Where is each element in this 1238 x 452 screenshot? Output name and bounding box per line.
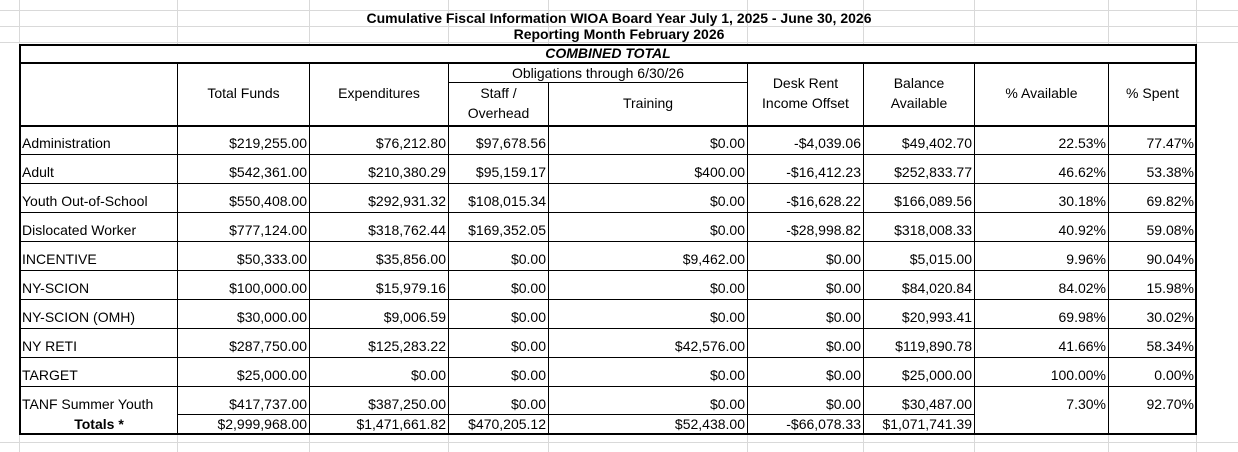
- label-divider: [21, 270, 177, 271]
- row-divider: [177, 328, 1195, 329]
- label-divider: [21, 328, 177, 329]
- totals-total-funds: $2,999,968.00: [217, 416, 307, 432]
- cell-expenditures: $15,979.16: [375, 280, 446, 296]
- report-title: Cumulative Fiscal Information WIOA Board Year July 1, 2025 - June 30, 2026: [366, 10, 872, 26]
- header-balance-line2: Available: [890, 95, 948, 111]
- row-divider: [177, 154, 1195, 155]
- header-obligations: Obligations through 6/30/26: [511, 65, 684, 81]
- cell-training: $9,462.00: [682, 251, 745, 267]
- cell-pct-available: 22.53%: [1058, 135, 1106, 151]
- row-divider: [177, 357, 1195, 358]
- cell-training: $0.00: [709, 135, 745, 151]
- cell-expenditures: $0.00: [410, 367, 446, 383]
- totals-desk-rent: -$66,078.33: [786, 416, 861, 432]
- header-expenditures: Expenditures: [338, 85, 420, 101]
- cell-total-funds: $287,750.00: [229, 338, 307, 354]
- cell-staff-overhead: $0.00: [510, 396, 546, 412]
- row-divider: [177, 386, 1195, 387]
- cell-staff-overhead: $95,159.17: [475, 164, 546, 180]
- cell-staff-overhead: $0.00: [510, 251, 546, 267]
- obligations-divider: [449, 82, 747, 83]
- cell-balance: $252,833.77: [894, 164, 972, 180]
- cell-expenditures: $76,212.80: [375, 135, 446, 151]
- cell-pct-spent: 59.08%: [1146, 222, 1194, 238]
- cell-pct-available: 41.66%: [1058, 338, 1106, 354]
- header-training: Training: [622, 95, 674, 111]
- totals-balance: $1,071,741.39: [882, 416, 972, 432]
- header-desk-rent-line2: Income Offset: [762, 95, 849, 111]
- cell-total-funds: $50,333.00: [236, 251, 307, 267]
- cell-desk-rent: -$28,998.82: [786, 222, 861, 238]
- cell-expenditures: $9,006.59: [383, 309, 446, 325]
- cell-training: $0.00: [709, 193, 745, 209]
- cell-total-funds: $542,361.00: [229, 164, 307, 180]
- cell-balance: $119,890.78: [895, 338, 972, 354]
- cell-training: $400.00: [694, 164, 745, 180]
- cell-total-funds: $550,408.00: [229, 193, 307, 209]
- label-divider: [21, 212, 177, 213]
- header-desk-rent-line1: Desk Rent: [772, 75, 839, 91]
- cell-training: $0.00: [709, 309, 745, 325]
- cell-desk-rent: $0.00: [825, 280, 861, 296]
- cell-pct-spent: 69.82%: [1146, 193, 1194, 209]
- cell-expenditures: $292,931.32: [368, 193, 446, 209]
- cell-balance: $5,015.00: [909, 251, 972, 267]
- cell-pct-available: 9.96%: [1066, 251, 1106, 267]
- cell-desk-rent: -$16,628.22: [786, 193, 861, 209]
- row-label: Adult: [22, 164, 54, 180]
- row-label: Administration: [22, 135, 111, 151]
- cell-total-funds: $219,255.00: [229, 135, 307, 151]
- label-divider: [21, 183, 177, 184]
- cell-desk-rent: -$4,039.06: [794, 135, 861, 151]
- row-divider: [177, 241, 1195, 242]
- cell-pct-spent: 15.98%: [1146, 280, 1194, 296]
- label-divider: [21, 154, 177, 155]
- cell-training: $0.00: [709, 367, 745, 383]
- header-staff-overhead-line1: Staff /: [480, 85, 517, 101]
- row-label: NY-SCION (OMH): [22, 309, 136, 325]
- cell-staff-overhead: $169,352.05: [468, 222, 546, 238]
- cell-total-funds: $777,124.00: [229, 222, 307, 238]
- row-divider: [177, 414, 974, 415]
- cell-total-funds: $30,000.00: [236, 309, 307, 325]
- row-label: INCENTIVE: [22, 251, 97, 267]
- cell-expenditures: $318,762.44: [368, 222, 446, 238]
- cell-pct-available: 40.92%: [1058, 222, 1106, 238]
- label-divider: [21, 241, 177, 242]
- cell-expenditures: $387,250.00: [368, 396, 446, 412]
- label-divider: [21, 357, 177, 358]
- header-divider: [21, 125, 1195, 127]
- cell-desk-rent: -$16,412.23: [786, 164, 861, 180]
- totals-training: $52,438.00: [674, 416, 745, 432]
- cell-desk-rent: $0.00: [825, 367, 861, 383]
- header-balance-line1: Balance: [893, 75, 945, 91]
- cell-balance: $166,089.56: [894, 193, 972, 209]
- report-subtitle: Reporting Month February 2026: [513, 26, 725, 42]
- cell-staff-overhead: $0.00: [510, 338, 546, 354]
- cell-training: $42,576.00: [674, 338, 745, 354]
- cell-expenditures: $125,283.22: [368, 338, 446, 354]
- row-divider: [177, 183, 1195, 184]
- row-label: NY-SCION: [22, 280, 90, 296]
- cell-staff-overhead: $0.00: [510, 280, 546, 296]
- row-divider: [177, 299, 1195, 300]
- cell-desk-rent: $0.00: [825, 396, 861, 412]
- header-pct-spent: % Spent: [1126, 85, 1179, 101]
- header-total-funds: Total Funds: [207, 85, 280, 101]
- cell-training: $0.00: [709, 222, 745, 238]
- cell-pct-available: 7.30%: [1066, 396, 1106, 412]
- cell-staff-overhead: $0.00: [510, 309, 546, 325]
- totals-expenditures: $1,471,661.82: [356, 416, 446, 432]
- cell-pct-spent: 90.04%: [1146, 251, 1194, 267]
- cell-balance: $20,993.41: [901, 309, 972, 325]
- cell-pct-available: 69.98%: [1058, 309, 1106, 325]
- row-divider: [177, 212, 1195, 213]
- cell-total-funds: $417,737.00: [229, 396, 307, 412]
- header-staff-overhead-line2: Overhead: [467, 105, 530, 121]
- cell-total-funds: $25,000.00: [236, 367, 307, 383]
- cell-staff-overhead: $97,678.56: [475, 135, 546, 151]
- section-title: COMBINED TOTAL: [545, 45, 671, 61]
- row-label: NY RETI: [22, 338, 77, 354]
- cell-pct-available: 30.18%: [1058, 193, 1106, 209]
- cell-expenditures: $35,856.00: [375, 251, 446, 267]
- cell-pct-spent: 53.38%: [1146, 164, 1194, 180]
- cell-pct-available: 46.62%: [1058, 164, 1106, 180]
- cell-desk-rent: $0.00: [825, 251, 861, 267]
- cell-training: $0.00: [709, 396, 745, 412]
- row-label: Youth Out-of-School: [22, 193, 148, 209]
- header-pct-available: % Available: [1005, 85, 1078, 101]
- cell-pct-spent: 30.02%: [1146, 309, 1194, 325]
- totals-staff-overhead: $470,205.12: [468, 416, 546, 432]
- cell-staff-overhead: $0.00: [510, 367, 546, 383]
- cell-training: $0.00: [709, 280, 745, 296]
- label-divider: [21, 386, 177, 387]
- cell-balance: $30,487.00: [901, 396, 972, 412]
- row-label: TANF Summer Youth: [22, 396, 154, 412]
- cell-total-funds: $100,000.00: [229, 280, 307, 296]
- row-label: Dislocated Worker: [22, 222, 137, 238]
- cell-staff-overhead: $108,015.34: [468, 193, 546, 209]
- row-label: TARGET: [22, 367, 78, 383]
- cell-pct-spent: 92.70%: [1146, 396, 1194, 412]
- cell-pct-spent: 0.00%: [1154, 367, 1194, 383]
- cell-balance: $25,000.00: [901, 367, 972, 383]
- cell-balance: $84,020.84: [901, 280, 972, 296]
- cell-desk-rent: $0.00: [825, 338, 861, 354]
- cell-pct-available: 84.02%: [1058, 280, 1106, 296]
- label-divider: [21, 299, 177, 300]
- cell-pct-spent: 77.47%: [1146, 135, 1194, 151]
- totals-label: Totals *: [74, 416, 124, 432]
- cell-pct-spent: 58.34%: [1146, 338, 1194, 354]
- cell-desk-rent: $0.00: [825, 309, 861, 325]
- cell-pct-available: 100.00%: [1050, 367, 1106, 383]
- cell-balance: $318,008.33: [894, 222, 972, 238]
- row-divider: [177, 270, 1195, 271]
- cell-expenditures: $210,380.29: [368, 164, 446, 180]
- cell-balance: $49,402.70: [901, 135, 972, 151]
